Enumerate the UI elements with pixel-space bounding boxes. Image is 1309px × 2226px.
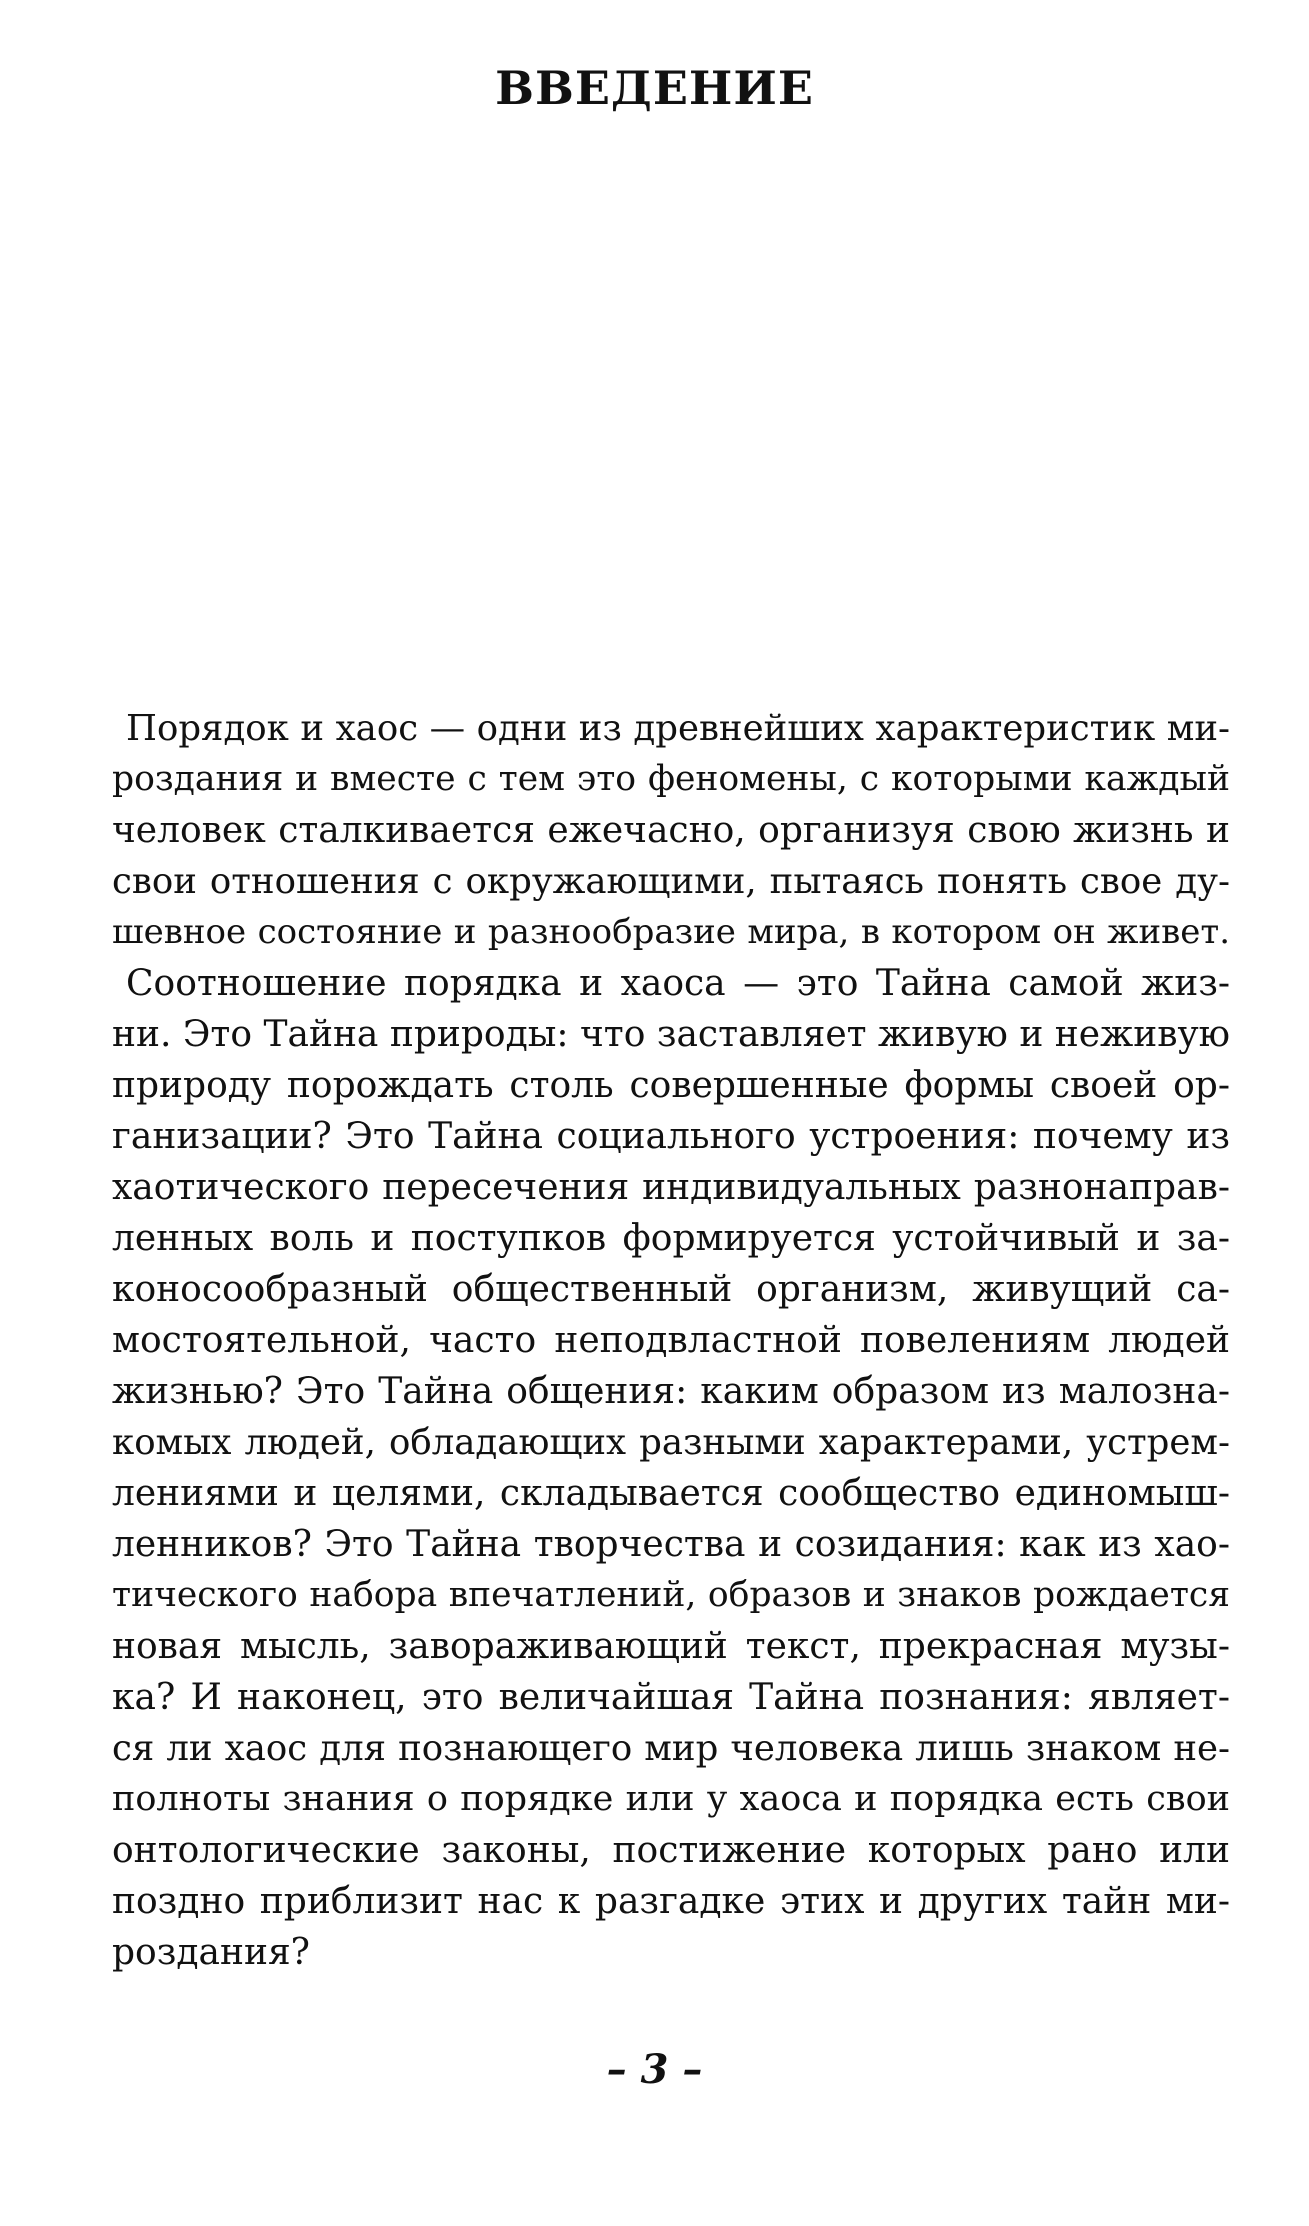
chapter-title: ВВЕДЕНИЕ	[495, 61, 814, 115]
body-text	[112, 703, 1230, 1978]
paragraph-line: новая мысль, завораживающий текст, прекрасная музы-	[112, 1626, 1230, 1667]
paragraph-line: ся ли хаос для познающего мир человека лишь знаком не-	[112, 1728, 1230, 1769]
paragraph-line: комых людей, обладающих разными характерами, устрем-	[112, 1422, 1230, 1463]
paragraph-line: ганизации? Это Тайна социального устроения: почему из	[112, 1116, 1230, 1157]
paragraph-line: мостоятельной, часто неподвластной повелениям людей	[112, 1320, 1230, 1361]
paragraph-line: роздания?	[112, 1932, 310, 1973]
paragraph-line: тического набора впечатлений, образов и знаков рождается	[112, 1575, 1230, 1615]
page-number: – 3 –	[606, 2046, 703, 2093]
paragraph-line: поздно приблизит нас к разгадке этих и других тайн ми-	[112, 1881, 1230, 1922]
paragraph-line: хаотического пересечения индивидуальных разнонаправ-	[112, 1167, 1230, 1208]
paragraph-line: Порядок и хаос — одни из древнейших характеристик ми-	[126, 708, 1230, 749]
paragraph-line: природу порождать столь совершенные формы своей ор-	[112, 1065, 1230, 1106]
paragraph-line: ка? И наконец, это величайшая Тайна познания: являет-	[112, 1677, 1230, 1718]
paragraph-line: онтологические законы, постижение которых рано или	[112, 1830, 1230, 1871]
paragraph-line: свои отношения с окружающими, пытаясь понять свое ду-	[112, 861, 1230, 902]
paragraph-line: коносообразный общественный организм, живущий са-	[112, 1269, 1230, 1310]
paragraph-line: полноты знания о порядке или у хаоса и порядка есть свои	[112, 1779, 1230, 1819]
paragraph-line: ленников? Это Тайна творчества и созидания: как из хао-	[112, 1524, 1230, 1565]
paragraph-line: ни. Это Тайна природы: что заставляет живую и неживую	[112, 1014, 1230, 1055]
paragraph-line: жизнью? Это Тайна общения: каким образом из малозна-	[112, 1371, 1230, 1412]
paragraph-line: ленных воль и поступков формируется устойчивый и за-	[112, 1218, 1230, 1259]
paragraph-line: шевное состояние и разнообразие мира, в котором он живет.	[112, 912, 1230, 952]
paragraph-line: роздания и вместе с тем это феномены, с которыми каждый	[112, 759, 1230, 799]
paragraph-line: человек сталкивается ежечасно, организуя свою жизнь и	[112, 810, 1230, 851]
paragraph-line: Соотношение порядка и хаоса — это Тайна самой жиз-	[126, 963, 1230, 1004]
paragraph-line: лениями и целями, складывается сообщество единомыш-	[112, 1473, 1230, 1514]
